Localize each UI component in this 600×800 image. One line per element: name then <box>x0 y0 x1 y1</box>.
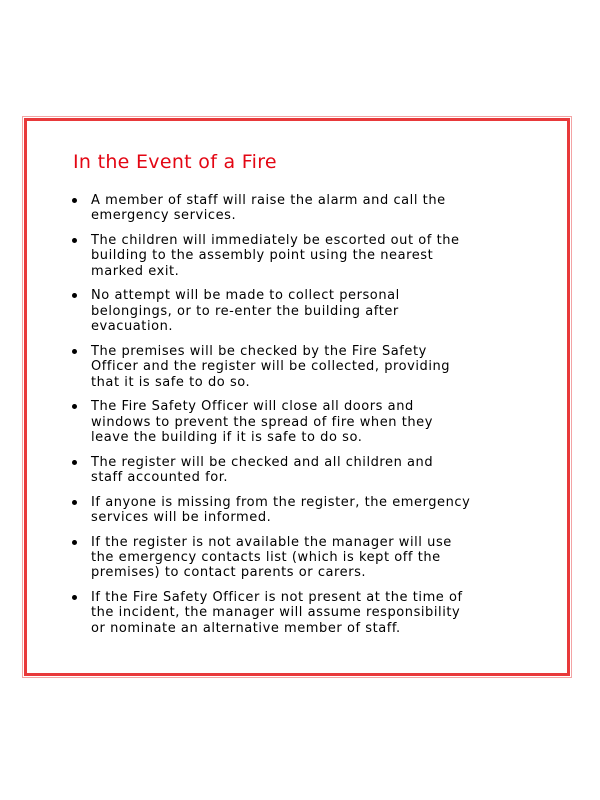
list-item <box>69 590 549 636</box>
bullet-list <box>69 193 549 645</box>
list-item-line: Officer and the register will be collected, providing <box>91 359 451 375</box>
list-item-line: building to the assembly point using the nearest <box>91 248 434 264</box>
list-item-line: The register will be checked and all children and <box>91 454 434 470</box>
list-item-line: windows to prevent the spread of fire when they <box>91 414 433 430</box>
list-item-line: No attempt will be made to collect personal <box>91 288 400 304</box>
bullet-dot-icon <box>72 349 77 354</box>
list-item-line: If anyone is missing from the register, the emergency <box>91 494 471 510</box>
list-item <box>69 344 549 390</box>
bullet-dot-icon <box>72 500 77 505</box>
bullet-dot-icon <box>72 460 77 465</box>
list-item-line: evacuation. <box>91 319 174 335</box>
list-item-line: premises) to contact parents or carers. <box>91 565 367 581</box>
list-item-line: If the Fire Safety Officer is not present at the time of <box>91 590 463 606</box>
list-item <box>69 455 549 486</box>
list-item-line: A member of staff will raise the alarm and call the <box>91 193 446 208</box>
bullet-dot-icon <box>72 293 77 298</box>
list-item-line: that it is safe to do so. <box>91 374 251 390</box>
list-item-line: services will be informed. <box>91 510 272 526</box>
bullet-dot-icon <box>72 404 77 409</box>
list-item <box>69 495 549 526</box>
list-item-line: The children will immediately be escorted out of the <box>91 233 460 248</box>
bullet-dot-icon <box>72 595 77 600</box>
list-item <box>69 193 549 224</box>
list-item <box>69 233 549 279</box>
list-item-line: leave the building if it is safe to do so. <box>91 430 363 446</box>
list-item-line: the incident, the manager will assume responsibility <box>91 605 461 621</box>
list-item <box>69 535 549 581</box>
list-item-line: marked exit. <box>91 263 180 279</box>
list-item-line: staff accounted for. <box>91 470 229 486</box>
bullet-dot-icon <box>72 540 77 545</box>
list-item-line: emergency services. <box>91 208 237 224</box>
list-item-line: or nominate an alternative member of staff. <box>91 620 401 636</box>
list-item <box>69 399 549 445</box>
notice-title: In the Event of a Fire <box>73 151 277 173</box>
bullet-dot-icon <box>72 238 77 243</box>
list-item-line: The Fire Safety Officer will close all doors and <box>91 399 414 415</box>
list-item <box>69 288 549 334</box>
list-item-line: belongings, or to re-enter the building after <box>91 303 399 319</box>
notice-frame <box>24 118 570 676</box>
list-item-line: If the register is not available the manager will use <box>91 534 452 550</box>
bullet-dot-icon <box>72 198 77 203</box>
list-item-line: The premises will be checked by the Fire Safety <box>91 343 427 359</box>
list-item-line: the emergency contacts list (which is kept off the <box>91 550 441 566</box>
